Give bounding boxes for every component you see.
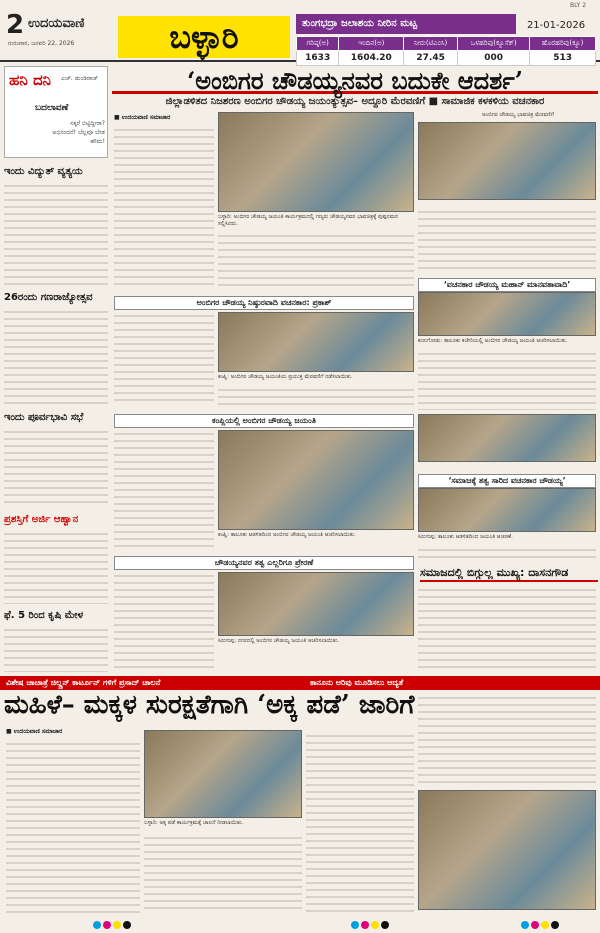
main-byline: ■ ಉದಯವಾಣಿ ಸಮಾಚಾರ (114, 114, 171, 121)
right-body-3 (418, 544, 596, 562)
right-caption-2: ಸಿರುಗುಪ್ಪ: ತಾಲೂಕು ಆಡಳಿತದಿಂದ ಜಯಂತಿ ಆಚರಣೆ. (418, 534, 513, 540)
right-label-2: ‘ಸಮಾಜಕ್ಕೆ ತತ್ವ ಸಾರಿದ ವಚನಕಾರ ಚೌಡಯ್ಯ’ (418, 474, 596, 488)
right-photo-label: ಅಂಬಿಗರ ಚೌಡಯ್ಯ ಭಾವಚಿತ್ರ ಮೆರವಣಿಗೆ (482, 112, 554, 118)
right-photo-2 (418, 292, 596, 336)
dam-table (296, 36, 596, 66)
right-body-4 (418, 584, 596, 670)
left-text-3 (4, 426, 108, 508)
dam-value: 513 (530, 51, 596, 66)
registration-marks-left (92, 914, 132, 933)
right-head-3: ಸಮಾಜದಲ್ಲಿ ಬಿಗ್ಗುಲ್ಲ ಮುಖ್ಯ: ದಾಸನಗೌಡ (420, 566, 598, 582)
left-head-1: ಇಂದು ವಿದ್ಯುತ್ ವ್ಯತ್ಯಯ (4, 166, 83, 177)
honey-logo: ಹನಿ ದನಿ (9, 71, 51, 89)
dam-date: 21-01-2026 (526, 20, 586, 31)
main-subhead: ಜಿಲ್ಲಾಡಳಿತದ ನಿಜಶರಣ ಅಂಬಿಗರ ಚೌಡಯ್ಯ ಜಯಂತ್ಯುತ್ಸವ– ಅದ್ದೂರಿ ಮೆರವಣಿಗೆ ■ ಸಾಮಾಜಿಕ ಕಳಕಳಿಯ ವಚನಕಾರ (165, 96, 545, 107)
honey-author: ಎಚ್. ಡುಂಡಿರಾಜ್ (61, 75, 99, 82)
mid-photo-1 (218, 312, 414, 372)
mid-label-3: ಚೌಡಯ್ಯನವರ ತತ್ವ ಎಲ್ಲರಿಗೂ ಪ್ರೇರಣೆ (114, 556, 414, 570)
bottom-body-4 (418, 692, 596, 786)
mid-label-1: ಅಂಬಿಗರ ಚೌಡಯ್ಯ ನಿಷ್ಠುರವಾದಿ ವಚನಕಾರ: ಪ್ರಕಾಶ್ (114, 296, 414, 310)
bottom-headline: ಮಹಿಳೆ– ಮಕ್ಕಳ ಸುರಕ್ಷತೆಗಾಗಿ ‘ಅಕ್ಕ ಪಡೆ’ ಜಾರಿಗೆ (4, 690, 415, 720)
bottom-banner (0, 676, 600, 690)
corner-code: BLY 2 (570, 2, 587, 9)
left-text-1 (4, 180, 108, 288)
left-head-2: 26ರಂದು ಗಣರಾಜ್ಯೋತ್ಸವ (4, 292, 93, 303)
registration-marks-right (520, 914, 560, 933)
dam-value: 1633 (297, 51, 339, 66)
bottom-caption: ಬಳ್ಳಾರಿ: ಅಕ್ಕ ಪಡೆ ಕಾರ್ಯಕ್ರಮಕ್ಕೆ ಚಾಲನೆ ನೀಡಲಾಯಿತು. (144, 820, 244, 826)
mid-body-1 (114, 310, 214, 406)
mid-body-1b (218, 384, 414, 408)
dam-header: ಹೊರಹರಿವು(ಕ್ಯೂ) (530, 37, 596, 51)
city-title: ಬಳ್ಳಾರಿ (118, 16, 290, 58)
right-photo-1 (418, 122, 596, 200)
edition-line: ಗುರುವಾರ, ಜನವರಿ 22, 2026 (8, 40, 75, 47)
page-number: 2 (6, 10, 25, 40)
left-head-5: ಫೆ. 5 ರಿಂದ ಕೃಷಿ ಮೇಳ (4, 610, 83, 621)
main-body-col2 (218, 230, 414, 290)
dam-header: ನೀರು(ಟಿಎಂಸಿ) (404, 37, 458, 51)
bottom-photo-2 (418, 790, 596, 910)
newspaper-name: ಉದಯವಾಣಿ (28, 16, 85, 31)
registration-marks-mid (350, 914, 390, 933)
left-head-4: ಪ್ರಶಸ್ತಿಗೆ ಅರ್ಜಿ ಆಹ್ವಾನ (4, 514, 79, 525)
right-caption-1: ಕುರುಗೋಡು: ತಾಲೂಕು ಕಚೇರಿಯಲ್ಲಿ ಅಂಬಿಗರ ಚೌಡಯ್ಯ ಜಯಂತಿ ಆಚರಿಸಲಾಯಿತು. (418, 338, 568, 344)
right-photo-4 (418, 488, 596, 532)
mid-label-2: ಕಂಪ್ಲಿಯಲ್ಲಿ ಅಂಬಿಗರ ಚೌಡಯ್ಯ ಜಯಂತಿ (114, 414, 414, 428)
main-photo-caption: ಬಳ್ಳಾರಿ: ಅಂಬಿಗರ ಚೌಡಯ್ಯ ಜಯಂತಿ ಕಾರ್ಯಕ್ರಮದಲ್ಲಿ ಗಣ್ಯರು ಚೌಡಯ್ಯನವರ ಭಾವಚಿತ್ರಕ್ಕೆ ಪುಷ್ಪನಮನ ಸಲ್ಲಿಸಿದರು. (218, 214, 399, 227)
bottom-body-1 (6, 738, 140, 914)
left-text-5 (4, 624, 108, 672)
dam-value: 1604.20 (339, 51, 404, 66)
dam-header: ಇಂದಿನ(ಅ) (339, 37, 404, 51)
honey-body: ಸಕ್ಕರೆ ಬಿಟ್ಟಿದ್ದೀರಾ? ಅಭಿನಂದನೆ! ಬೆಲ್ಲವೂ ಬೇಡ ಹೌದು! (52, 120, 105, 145)
mid-body-3 (114, 570, 214, 670)
dam-value: 000 (458, 51, 530, 66)
bottom-byline: ■ ಉದಯವಾಣಿ ಸಮಾಚಾರ (6, 728, 63, 735)
mid-photo-3 (218, 572, 414, 636)
right-label-1: ‘ವಚನಕಾರ ಚೌಡಯ್ಯ ಮಹಾನ್ ಮಾನವತಾವಾದಿ’ (418, 278, 596, 292)
mid-photo-2 (218, 430, 414, 530)
bottom-body-3 (306, 730, 414, 914)
main-headline: ‘ಅಂಬಿಗರ ಚೌಡಯ್ಯನವರ ಬದುಕೇ ಆದರ್ಶ’ (112, 66, 598, 94)
mid-caption-3: ಸಿರುಗುಪ್ಪ: ನಗರದಲ್ಲಿ ಅಂಬಿಗರ ಚೌಡಯ್ಯ ಜಯಂತಿ ಆಚರಿಸಲಾಯಿತು. (218, 638, 340, 644)
right-body-1 (418, 206, 596, 272)
left-text-4 (4, 528, 108, 604)
honey-kicker: ಬದಲಾವಣೆ (35, 103, 69, 113)
dam-value: 27.45 (404, 51, 458, 66)
main-photo (218, 112, 414, 212)
page-header (0, 0, 600, 62)
left-head-3: ಇಂದು ಪೂರ್ವಭಾವಿ ಸಭೆ (4, 412, 84, 423)
honey-dani-box (4, 66, 108, 158)
mid-body-2 (114, 428, 214, 548)
dam-title: ತುಂಗಭದ್ರಾ ಜಲಾಶಯ ನೀರಿನ ಮಟ್ಟ (296, 14, 516, 34)
main-body-col1 (114, 124, 214, 290)
mid-caption-2: ಕಂಪ್ಲಿ: ತಾಲೂಕು ಆಡಳಿತದಿಂದ ಅಂಬಿಗರ ಚೌಡಯ್ಯ ಜಯಂತಿ ಆಚರಿಸಲಾಯಿತು. (218, 532, 356, 538)
left-text-2 (4, 306, 108, 406)
dam-header: ಒಳಹರಿವು(ಕ್ಯೂಸೆಕ್) (458, 37, 530, 51)
mid-caption-1: ಕಂಪ್ಲಿ: ಅಂಬಿಗರ ಚೌಡಯ್ಯ ಜಯಂತಿಯ ಪ್ರಯುಕ್ತ ಮೆರವಣಿಗೆ ನಡೆಸಲಾಯಿತು. (218, 374, 353, 380)
bottom-photo-1 (144, 730, 302, 818)
right-body-2 (418, 348, 596, 410)
dam-header: ಗರಿಷ್ಠ(ಅ) (297, 37, 339, 51)
banner-right: ಕಾನೂನು ಅರಿವು ಮೂಡಿಸಲು ಆದ್ಯತೆ (310, 678, 404, 687)
bottom-body-2 (144, 832, 302, 914)
dam-level-box (296, 14, 596, 62)
banner-left: ವಿಶೇಷ ಚಾಚಾತ್ರೆ ಚಿಲ್ಡ್ರನ್ ಕಾರ್ಟೂನ್ ಗಳಿಗೆ ಪ್ರಸಾದ್ ಚಾಲನೆ (6, 678, 161, 687)
right-photo-3 (418, 414, 596, 462)
